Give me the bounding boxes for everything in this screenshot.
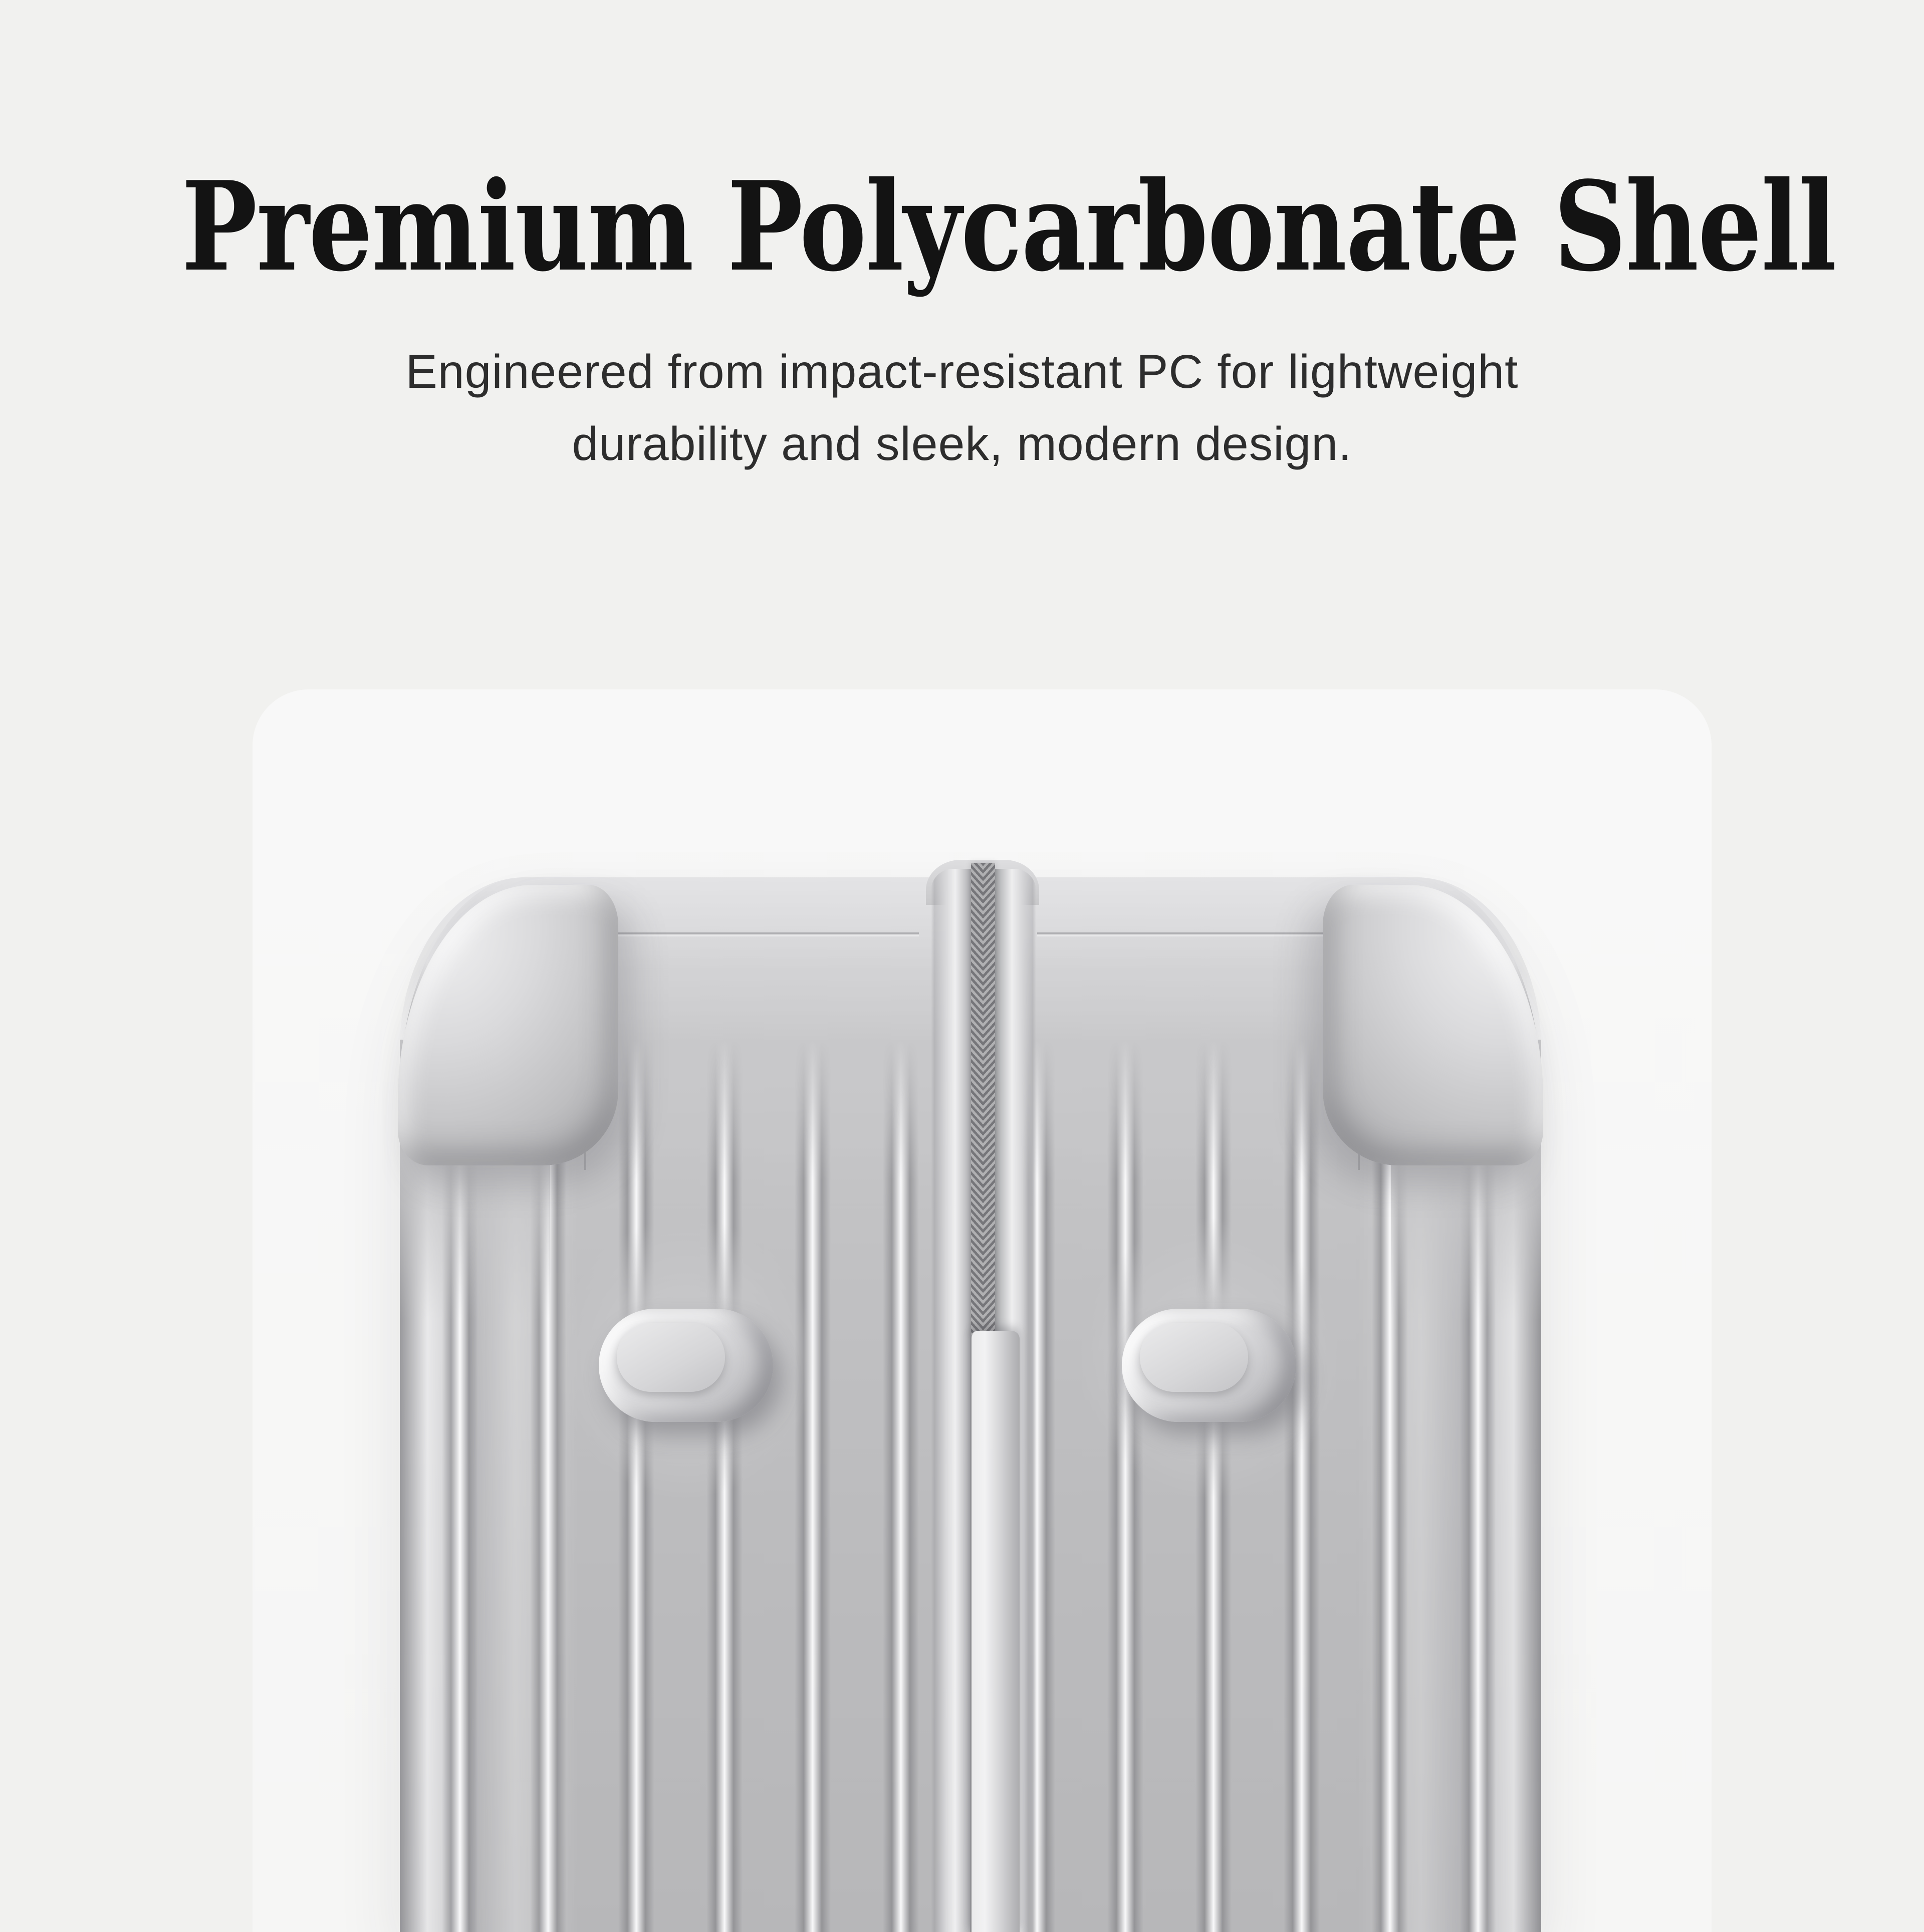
suitcase-handle-mount-right xyxy=(1122,1309,1296,1422)
product-card xyxy=(253,689,1712,1932)
page-title-text: Premium Polycarbonate Shell xyxy=(181,154,1836,299)
suitcase-zipper-teeth-right-row xyxy=(983,863,995,1336)
section-subtitle xyxy=(261,336,1663,480)
suitcase-handle-mount-left xyxy=(599,1309,773,1422)
section-header xyxy=(0,0,1924,480)
page-title xyxy=(0,0,1924,299)
suitcase-zipper-teeth xyxy=(971,863,995,1336)
subtitle-line-1: Engineered from impact-resistant PC for lightweight xyxy=(405,345,1519,398)
suitcase-zipper-flange-left xyxy=(931,869,975,1932)
suitcase-zipper-cover-strip xyxy=(970,1331,1020,1932)
suitcase-corner-protector-left xyxy=(398,885,618,1165)
suitcase-corner-protector-right xyxy=(1323,885,1543,1165)
suitcase xyxy=(400,867,1541,1932)
suitcase-zipper-teeth-left-row xyxy=(971,863,983,1336)
product-photo xyxy=(253,689,1712,1932)
subtitle-line-2: durability and sleek, modern design. xyxy=(572,417,1352,471)
